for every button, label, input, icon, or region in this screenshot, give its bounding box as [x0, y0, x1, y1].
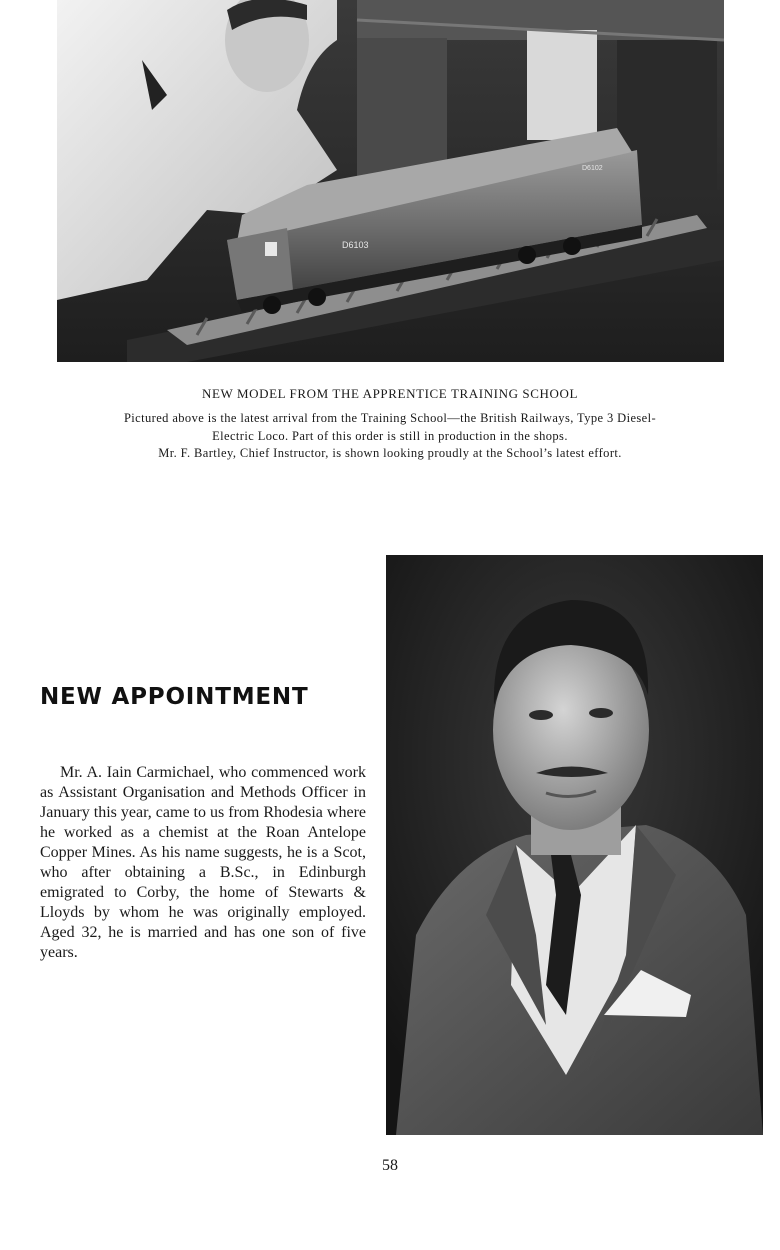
locomotive-model-photo	[57, 0, 724, 362]
loco-number-right: D6102	[582, 165, 603, 172]
article-body: Mr. A. Iain Carmichael, who commenced work as Assistant Organisation and Methods Officer in January this year, came to us from Rhodesia where he worked as a chemist at the Roan Antelope Copper Mines. As his name suggests, he is a Scot, who after obtaining a B.Sc., in Edinburgh emigrated to Corby, the home of Stewarts & Lloyds by whom he was originally employed. Aged 32, he is married and has one son of five years.	[40, 764, 366, 961]
portrait-photo	[386, 555, 763, 1135]
caption-line-2: Electric Loco. Part of this order is still in production in the shops.	[212, 428, 568, 443]
caption-title: NEW MODEL FROM THE APPRENTICE TRAINING SCHOOL	[201, 386, 579, 401]
page-number: 58	[382, 1157, 398, 1174]
caption-line-3: Mr. F. Bartley, Chief Instructor, is shown looking proudly at the School’s latest effort.	[158, 446, 622, 460]
caption-body	[40, 410, 740, 463]
article-heading: NEW APPOINTMENT	[40, 684, 309, 710]
loco-number-left: D6103	[342, 240, 369, 250]
portrait-photo-graphic	[386, 555, 763, 1135]
locomotive-photo-graphic	[57, 0, 724, 362]
caption-line-1: Pictured above is the latest arrival from the Training School—the British Railways, Type 3 Diesel-	[123, 411, 657, 425]
